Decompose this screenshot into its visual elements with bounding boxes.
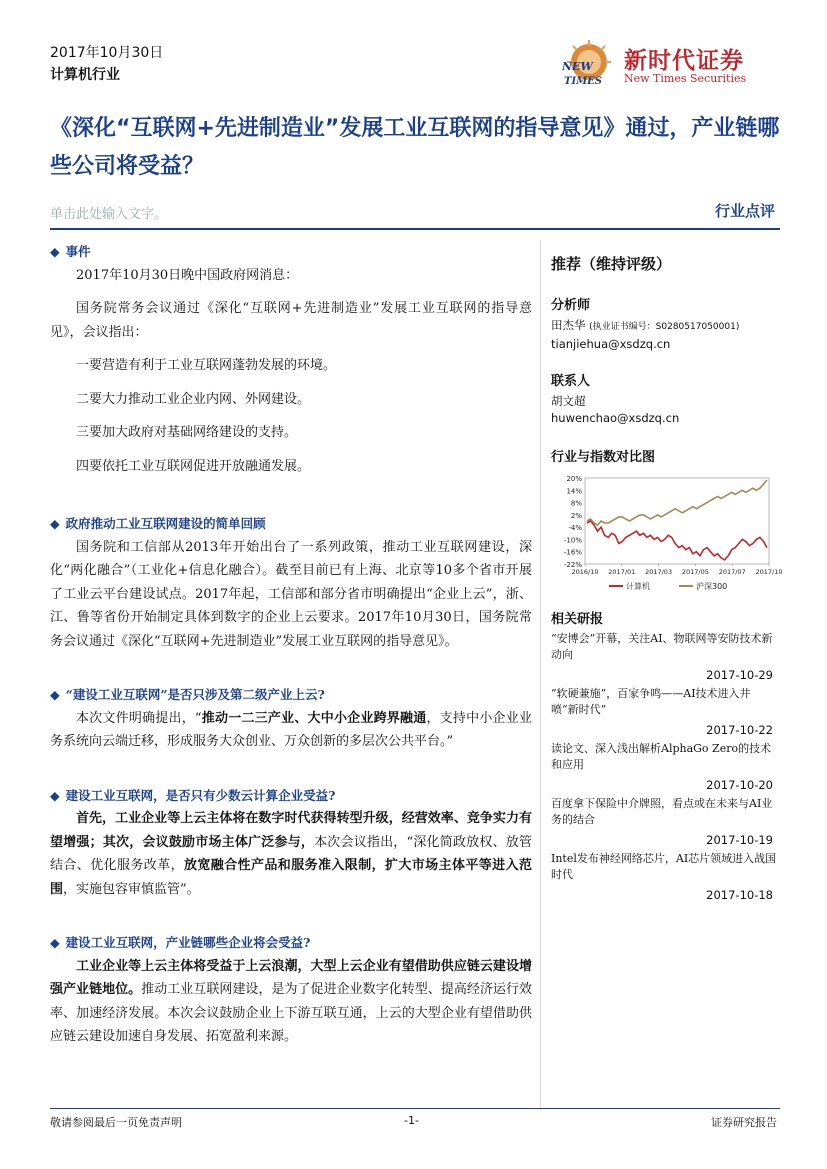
- series-line: [587, 521, 767, 560]
- logo-chinese-name: 新时代证券: [624, 47, 744, 74]
- y-tick-label: 2%: [570, 511, 582, 520]
- analyst-email[interactable]: tianjiehua@xsdzq.cn: [551, 337, 671, 351]
- contact-name: 胡文超: [551, 394, 586, 408]
- report-date: 2017年10月30日: [50, 45, 164, 61]
- paragraph: 三要加大政府对基础网络建设的支持。: [76, 425, 298, 440]
- diamond-bullet-icon: ◆: [50, 935, 60, 950]
- section-heading-industries: ◆ “建设工业互联网”是否只涉及第二级产业上云?: [50, 687, 325, 702]
- x-tick-label: 2016/10: [571, 568, 599, 576]
- footer-disclaimer: 敬请参阅最后一页免责声明: [50, 1116, 182, 1129]
- paragraph: 国务院常务会议通过《深化“互联网+先进制造业”发展工业互联网的指导意见》，会议指出：: [50, 301, 532, 340]
- related-report-item[interactable]: 百度拿下保险中介牌照，看点或在未来与AI业务的结合 2017-10-19: [551, 797, 773, 847]
- footer-doc-type: 证券研究报告: [711, 1116, 777, 1129]
- related-report-item[interactable]: 读论文、深入浅出解析AlphaGo Zero的技术和应用 2017-10-20: [551, 742, 773, 792]
- column-divider: [540, 240, 541, 1110]
- section-heading-chain: ◆ 建设工业互联网，产业链哪些企业将会受益?: [50, 935, 311, 950]
- y-tick-label: 20%: [566, 475, 582, 483]
- analyst-heading: 分析师: [551, 298, 591, 313]
- legend-label: 计算机: [626, 582, 650, 591]
- y-tick-label: 14%: [566, 487, 582, 496]
- contact-heading: 联系人: [551, 374, 591, 389]
- paragraph: 2017年10月30日晚中国政府网消息：: [76, 267, 299, 283]
- x-tick-label: 2017/01: [608, 568, 636, 576]
- paragraph: 二要大力推动工业企业内网、外网建设。: [76, 391, 311, 407]
- footer-divider: [50, 1108, 780, 1109]
- y-tick-label: -10%: [563, 536, 582, 545]
- contact-email[interactable]: huwenchao@xsdzq.cn: [551, 411, 680, 425]
- legend-label: 沪深300: [696, 582, 728, 591]
- diamond-bullet-icon: ◆: [50, 516, 60, 531]
- paragraph: 工业企业等上云主体将受益于上云浪潮，大型上云企业有望借助供应链云建设增强产业链地位。推动工业互联网建设，是为了促进企业数字化转型、提高经济运行效率、加速经济发展。本次会议鼓励企业上下游互联互通，上云的大型企业有望借助供应链云建设加速自身发展、拓宽盈利来源。: [50, 958, 532, 1044]
- diamond-bullet-icon: ◆: [50, 244, 60, 259]
- section-heading-event: ◆ 事件: [50, 244, 91, 259]
- x-tick-label: 2017/07: [718, 568, 746, 576]
- new-times-logo-icon: [558, 40, 624, 92]
- paragraph: 本次文件明确提出，“推动一二三产业、大中小企业跨界融通，支持中小企业业务系统向云端迁移，形成服务大众创业、万众创新的多层次公共平台。”: [50, 710, 532, 749]
- paragraph: 一要营造有利于工业互联网蓬勃发展的环境。: [76, 358, 337, 373]
- company-logo: [558, 40, 780, 92]
- y-tick-label: -16%: [563, 548, 582, 557]
- chart-heading: 行业与指数对比图: [551, 450, 656, 465]
- y-tick-label: -4%: [568, 524, 582, 533]
- related-report-item[interactable]: ”软硬兼施”，百家争鸣——AI技术进入井喷“新时代” 2017-10-22: [551, 687, 773, 737]
- main-content: [50, 240, 532, 1049]
- diamond-bullet-icon: ◆: [50, 687, 60, 702]
- related-reports: [551, 612, 777, 906]
- logo-english-name: New Times Securities: [624, 72, 747, 85]
- x-tick-label: 2017/03: [645, 568, 673, 576]
- subtitle-placeholder[interactable]: 单击此处输入文字。: [50, 207, 168, 222]
- paragraph: 国务院和工信部从2013年开始出台了一系列政策，推动工业互联网建设，深化“两化融合”（工业化+信息化融合）。截至目前已有上海、北京等10多个省市开展了工业云平台建设试点。2017年起，工信部和部分省市明确提出“企业上云”，浙、江、鲁等省份开始制定具体到数字的企业上云要求。2017年10月30日，国务院常务会议通过《深化“互联网+先进制造业”发展工业互联网的指导意见》。: [50, 539, 532, 649]
- section-heading-review: ◆ 政府推动工业互联网建设的简单回顾: [50, 516, 266, 531]
- report-title: 《深化“互联网+先进制造业”发展工业互联网的指导意见》通过，产业链哪些公司将受益？: [50, 116, 780, 179]
- series-line: [587, 480, 767, 525]
- rating: 推荐（维持评级）: [551, 255, 672, 273]
- paragraph: 四要依托工业互联网促进开放融通发展。: [76, 458, 311, 474]
- svg-text:TIMES: TIMES: [564, 76, 603, 87]
- x-tick-label: 2017/10: [755, 568, 783, 576]
- diamond-bullet-icon: ◆: [50, 787, 60, 803]
- y-tick-label: 8%: [570, 499, 582, 508]
- report-type: 行业点评: [714, 202, 775, 220]
- page-number: -1-: [404, 1114, 419, 1127]
- comparison-chart-svg: [551, 472, 783, 597]
- industry-label: 计算机行业: [50, 67, 120, 83]
- header-divider: [50, 228, 780, 230]
- sidebar: [551, 256, 781, 469]
- x-tick-label: 2017/05: [681, 568, 709, 576]
- y-tick-label: -22%: [563, 561, 582, 569]
- related-report-item[interactable]: “安博会”开幕，关注AI、物联网等安防技术新动向 2017-10-29: [551, 632, 773, 682]
- section-heading-beneficiaries: ◆ 建设工业互联网，是否只有少数云计算企业受益?: [50, 787, 336, 803]
- analyst-info: 田杰华 (执业证书编号：S0280517050001): [551, 318, 740, 332]
- svg-text:NEW: NEW: [562, 60, 593, 73]
- related-report-item[interactable]: Intel发布神经网络芯片，AI芯片领域进入战国时代 2017-10-18: [551, 852, 777, 902]
- related-heading: 相关研报: [551, 612, 604, 627]
- comparison-chart: [551, 472, 783, 597]
- paragraph: 首先，工业企业等上云主体将在数字时代获得转型升级，经营效率、竞争实力有望增强；其次，会议鼓励市场主体广泛参与，本次会议指出，“深化简政放权、放管结合、优化服务改革，放宽融合性产品和服务准入限制，扩大市场主体平等进入范围，实施包容审慎监管”。: [50, 811, 532, 897]
